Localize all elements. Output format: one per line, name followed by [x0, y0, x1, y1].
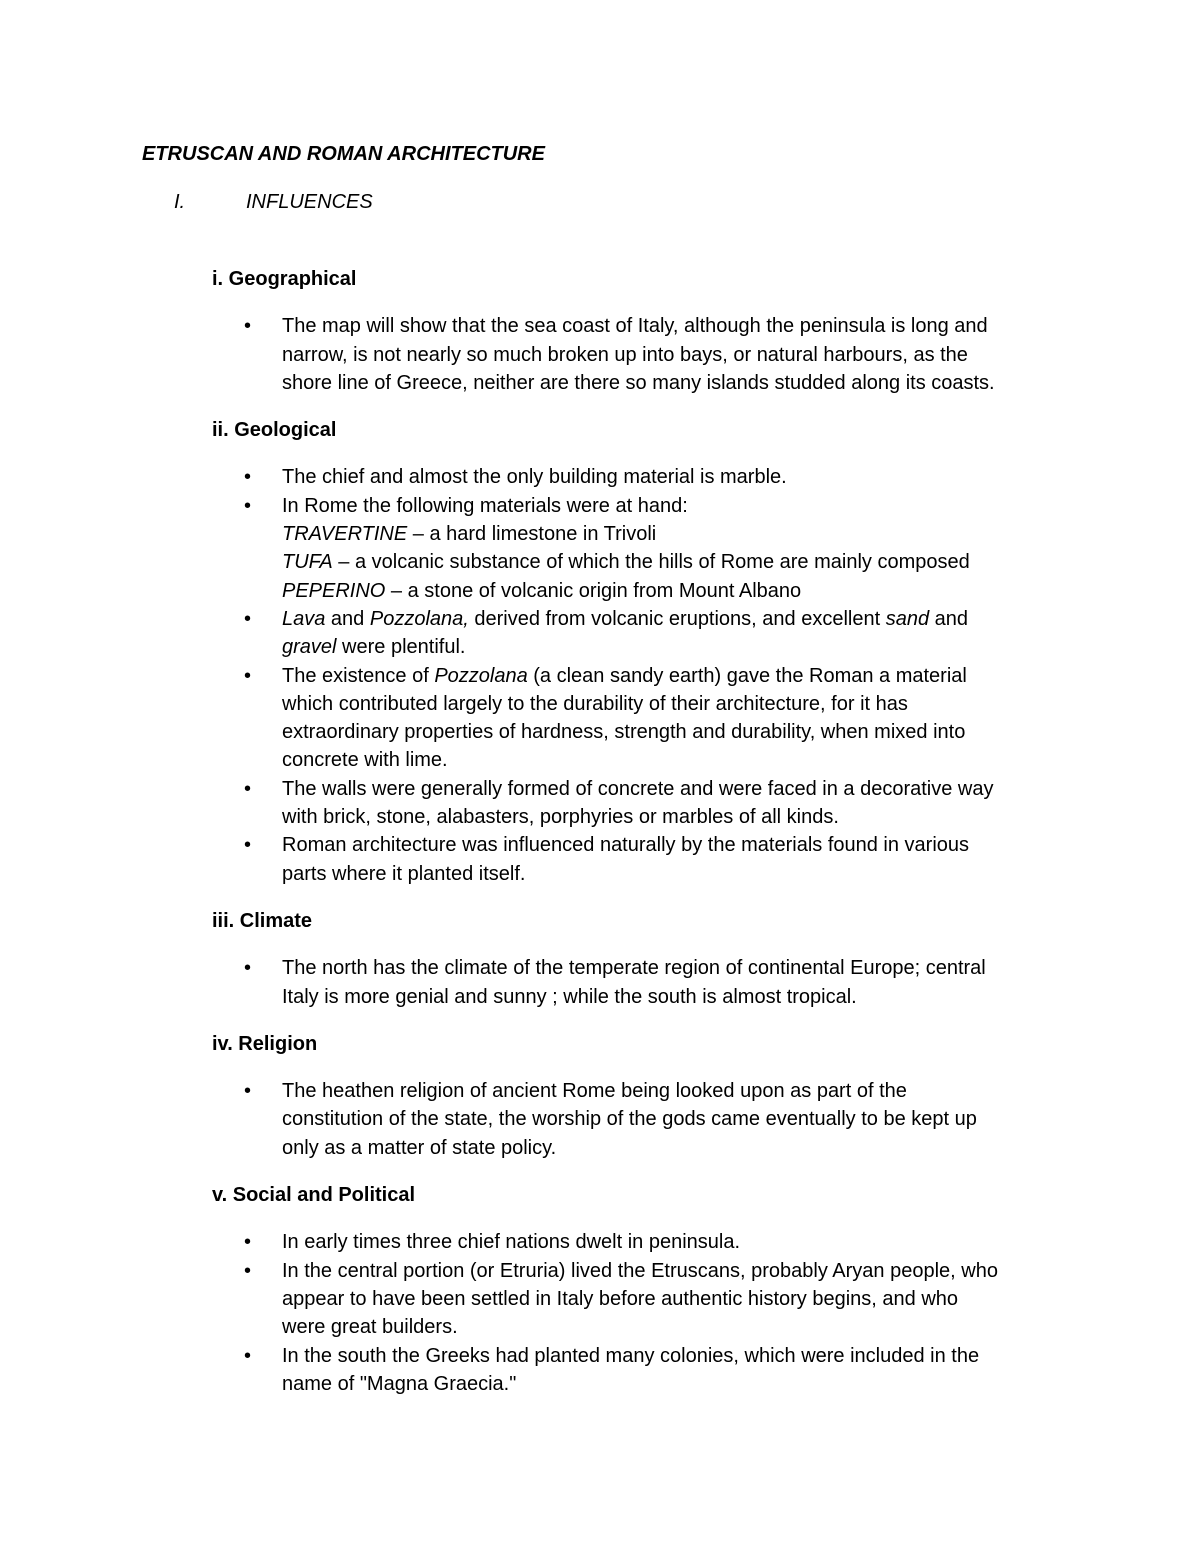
text-run: The map will show that the sea coast of Italy, although the peninsula is long and	[282, 315, 988, 338]
list-item	[212, 954, 1072, 1011]
text-run: The chief and almost the only building material is marble.	[282, 466, 787, 489]
italic-text: gravel	[282, 636, 337, 659]
text-run: were great builders.	[282, 1316, 458, 1339]
list-item	[212, 312, 1072, 397]
section-heading: iv. Religion	[212, 1032, 318, 1055]
text-run: were plentiful.	[336, 636, 466, 659]
list-item	[212, 1077, 1072, 1162]
text-line	[282, 1285, 1072, 1313]
text-run: – a volcanic substance of which the hills of Rome are mainly composed	[332, 551, 970, 574]
text-run: narrow, is not nearly so much broken up into bays, or natural harbours, as the	[282, 343, 968, 366]
text-line	[282, 341, 1072, 369]
text-line	[282, 1342, 1072, 1370]
text-run: – a stone of volcanic origin from Mount Albano	[385, 579, 802, 602]
text-run: and	[325, 607, 370, 630]
bullet-icon: •	[244, 957, 252, 980]
text-run: Roman architecture was influenced naturally by the materials found in various	[282, 834, 970, 857]
section-heading: ii. Geological	[212, 419, 337, 442]
italic-text: TRAVERTINE	[282, 523, 408, 546]
text-line	[282, 1313, 1072, 1341]
list-item	[212, 831, 1072, 888]
text-line	[282, 312, 1072, 340]
text-line	[282, 954, 1072, 982]
text-line	[282, 1228, 1072, 1256]
text-line	[282, 662, 1072, 690]
text-line	[282, 746, 1072, 774]
text-run: and	[929, 607, 969, 630]
bullet-list	[212, 1228, 1072, 1398]
bullet-icon: •	[244, 664, 252, 687]
text-run: The walls were generally formed of concrete and were faced in a decorative way	[282, 777, 994, 800]
text-run: name of "Magna Graecia."	[282, 1372, 517, 1395]
bullet-icon: •	[244, 1231, 252, 1254]
text-line	[282, 520, 1072, 548]
text-run: In the central portion (or Etruria) lived the Etruscans, probably Aryan people, who	[282, 1259, 998, 1282]
text-run: The north has the climate of the temperate region of continental Europe; central	[282, 957, 986, 980]
text-line	[282, 1370, 1072, 1398]
list-item	[212, 492, 1072, 605]
text-run: – a hard limestone in Trivoli	[407, 523, 657, 546]
bullet-icon: •	[244, 466, 252, 489]
italic-text: sand	[885, 607, 930, 630]
outline-number: I.	[174, 191, 186, 213]
text-run: Italy is more genial and sunny ; while the south is almost tropical.	[282, 985, 857, 1008]
text-run: concrete with lime.	[282, 749, 448, 772]
section-heading: iii. Climate	[212, 909, 313, 932]
text-line	[282, 718, 1072, 746]
text-run: appear to have been settled in Italy before authentic history begins, and who	[282, 1287, 959, 1310]
italic-text: PEPERINO	[282, 579, 386, 602]
italic-text: Pozzolana,	[369, 607, 469, 630]
text-line	[282, 605, 1072, 633]
text-run: extraordinary properties of hardness, strength and durability, when mixed into	[282, 721, 966, 744]
text-run: which contributed largely to the durability of their architecture, for it has	[282, 692, 908, 715]
list-item	[212, 1257, 1072, 1342]
text-line	[282, 548, 1072, 576]
text-line	[282, 1105, 1072, 1133]
text-run: parts where it planted itself.	[282, 862, 526, 885]
text-run: The existence of	[282, 664, 435, 687]
text-run: shore line of Greece, neither are there so many islands studded along its coasts.	[282, 371, 995, 394]
section-heading: i. Geographical	[212, 268, 357, 290]
bullet-icon: •	[244, 777, 252, 800]
text-run: only as a matter of state policy.	[282, 1136, 557, 1159]
bullet-icon: •	[244, 834, 252, 857]
bullet-icon: •	[244, 1080, 252, 1103]
bullet-list	[212, 312, 1072, 397]
text-run: In early times three chief nations dwelt in peninsula.	[282, 1231, 741, 1254]
list-item	[212, 1342, 1072, 1399]
italic-text: TUFA	[282, 551, 333, 574]
text-run: In the south the Greeks had planted many colonies, which were included in the	[282, 1344, 980, 1367]
outline-label: INFLUENCES	[246, 191, 373, 213]
text-line	[282, 831, 1072, 859]
outline-heading	[174, 188, 373, 216]
text-run: In Rome the following materials were at hand:	[282, 494, 688, 517]
list-item	[212, 662, 1072, 775]
bullet-icon: •	[244, 315, 252, 338]
list-item	[212, 1228, 1072, 1256]
list-item	[212, 605, 1072, 662]
list-item	[212, 463, 1072, 491]
bullet-icon: •	[244, 1344, 252, 1367]
text-line	[282, 1257, 1072, 1285]
text-line	[282, 1134, 1072, 1162]
bullet-list	[212, 463, 1072, 887]
text-run: (a clean sandy earth) gave the Roman a material	[527, 664, 967, 687]
text-line	[282, 492, 1072, 520]
text-line	[282, 577, 1072, 605]
text-run: derived from volcanic eruptions, and excellent	[468, 607, 886, 630]
text-line	[282, 983, 1072, 1011]
bullet-list	[212, 954, 1072, 1011]
text-run: The heathen religion of ancient Rome being looked upon as part of the	[282, 1080, 907, 1103]
italic-text: Pozzolana	[434, 664, 528, 687]
text-line	[282, 690, 1072, 718]
text-line	[282, 1077, 1072, 1105]
document-title: ETRUSCAN AND ROMAN ARCHITECTURE	[142, 143, 545, 165]
bullet-list	[212, 1077, 1072, 1162]
text-line	[282, 633, 1072, 661]
text-line	[282, 369, 1072, 397]
text-line	[282, 463, 1072, 491]
italic-text: Lava	[282, 607, 326, 630]
text-run: with brick, stone, alabasters, porphyries or marbles of all kinds.	[282, 806, 839, 829]
text-line	[282, 860, 1072, 888]
text-line	[282, 775, 1072, 803]
bullet-icon: •	[244, 494, 252, 517]
list-item	[212, 775, 1072, 832]
section-heading: v. Social and Political	[212, 1184, 416, 1207]
bullet-icon: •	[244, 607, 252, 630]
text-line	[282, 803, 1072, 831]
bullet-icon: •	[244, 1259, 252, 1282]
text-run: constitution of the state, the worship of the gods came eventually to be kept up	[282, 1108, 977, 1131]
document-body	[212, 265, 1072, 1417]
